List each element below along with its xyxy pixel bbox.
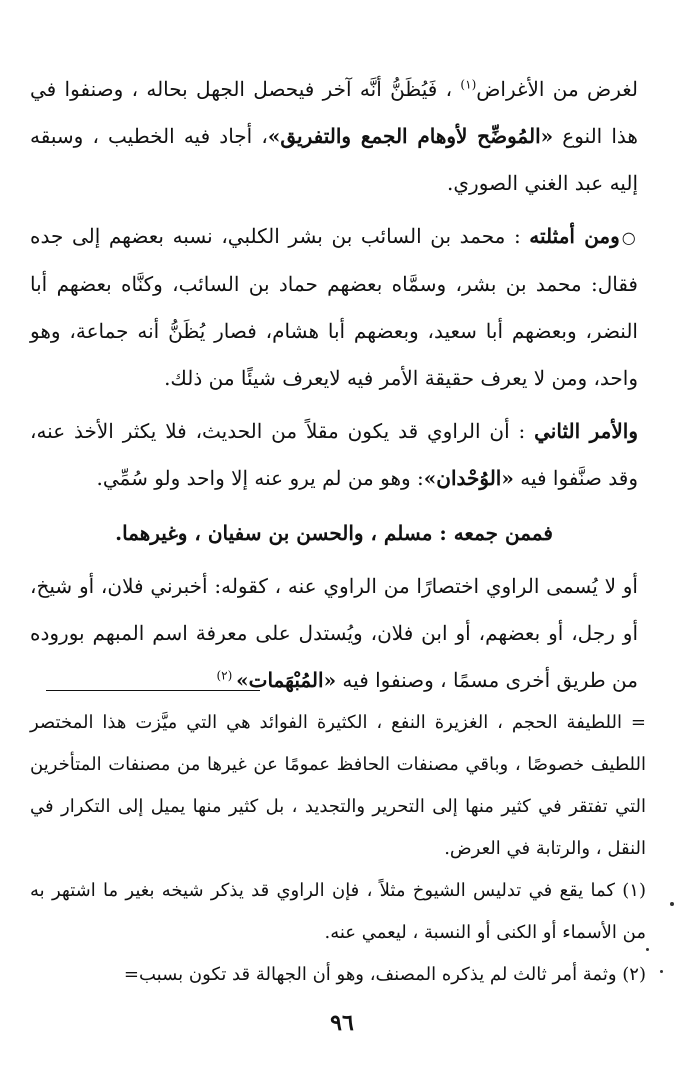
footnote-divider	[46, 690, 260, 691]
paragraph-text: : أن الراوي قد يكون مقلاً من الحديث، فلا يكثر الأخذ عنه، وقد صنَّفوا فيه	[30, 419, 638, 490]
heading-inline: والأمر الثاني	[534, 419, 638, 443]
bullet-icon: ○	[621, 228, 639, 247]
scan-speck	[660, 970, 663, 973]
scan-speck	[670, 902, 674, 906]
paragraph-text: أو لا يُسمى الراوي اختصارًا من الراوي عنه ، كقوله: أخبرني فلان، أو شيخ، أو رجل، أو بعضهم، أو ابن فلان، ويُستدل على معرفة اسم المبهم بوروده من طريق أخرى مسمًا ، وصنفوا فيه	[30, 574, 638, 692]
footnote-ref: (١)	[460, 77, 477, 92]
scan-speck	[646, 948, 649, 951]
footnote-ref: (٢)	[216, 668, 237, 683]
footnote-1: (١) كما يقع في تدليس الشيوخ مثلاً ، فإن الراوي قد يذكر شيخه بغير ما اشتهر به من الأسماء أو الكنى أو النسبة ، ليعمي عنه.	[30, 880, 646, 943]
heading-inline: ومن أمثلته	[529, 224, 620, 248]
book-title: «المُوضِّح لأوهام الجمع والتفريق»	[267, 124, 554, 148]
main-text	[30, 66, 638, 704]
paragraph-1	[30, 66, 638, 207]
book-title: «المُبْهَمات»	[236, 668, 337, 692]
paragraph-text: لغرض من الأغراض	[476, 77, 638, 101]
footnote-continued: = اللطيفة الحجم ، الغزيرة النفع ، الكثيرة الفوائد هي التي ميَّزت هذا المختصر اللطيف خصوصًا ، وباقي مصنفات الحافظ عمومًا عن غيرها من مصنفات المتأخرين التي تفتقر في كثير منها إلى التحرير والتجديد ، بل كثير منها يميل إلى التكرار في النقل ، والرتابة في العرض.	[30, 712, 646, 859]
page-number: ٩٦	[330, 1010, 354, 1036]
paragraph-text: فممن جمعه : مسلم ، والحسن بن سفيان ، وغيرهما.	[115, 521, 553, 545]
footnote-2: (٢) وثمة أمر ثالث لم يذكره المصنف، وهو أن الجهالة قد تكون بسبب=	[123, 964, 646, 985]
paragraph-text: : وهو من لم يرو عنه إلا واحد ولو سُمِّي.	[96, 466, 424, 490]
paragraph-2	[30, 213, 638, 402]
book-title: «الوُحْدان»	[423, 466, 514, 490]
paragraph-3	[30, 408, 638, 502]
paragraph-4	[30, 510, 638, 557]
paragraph-5	[30, 563, 638, 704]
paragraph-text: ، أجاد فيه الخطيب ، وسبقه إليه عبد الغني الصوري.	[30, 124, 638, 195]
footnotes	[30, 702, 646, 996]
paragraph-text: ، فَيُظَنُّ أنَّه آخر فيحصل الجهل بحاله ، وصنفوا في هذا النوع	[30, 77, 638, 148]
paragraph-text: : محمد بن السائب بن بشر الكلبي، نسبه بعضهم إلى جده فقال: محمد بن بشر، وسمَّاه بعضهم حماد بن السائب، وكنَّاه بعضهم أبا النضر، وبعضهم أبا سعيد، وبعضهم أبا هشام، فصار يُظَنُّ أنه جماعة، وهو واحد، ومن لا يعرف حقيقة الأمر فيه لايعرف شيئًا من ذلك.	[30, 224, 638, 390]
